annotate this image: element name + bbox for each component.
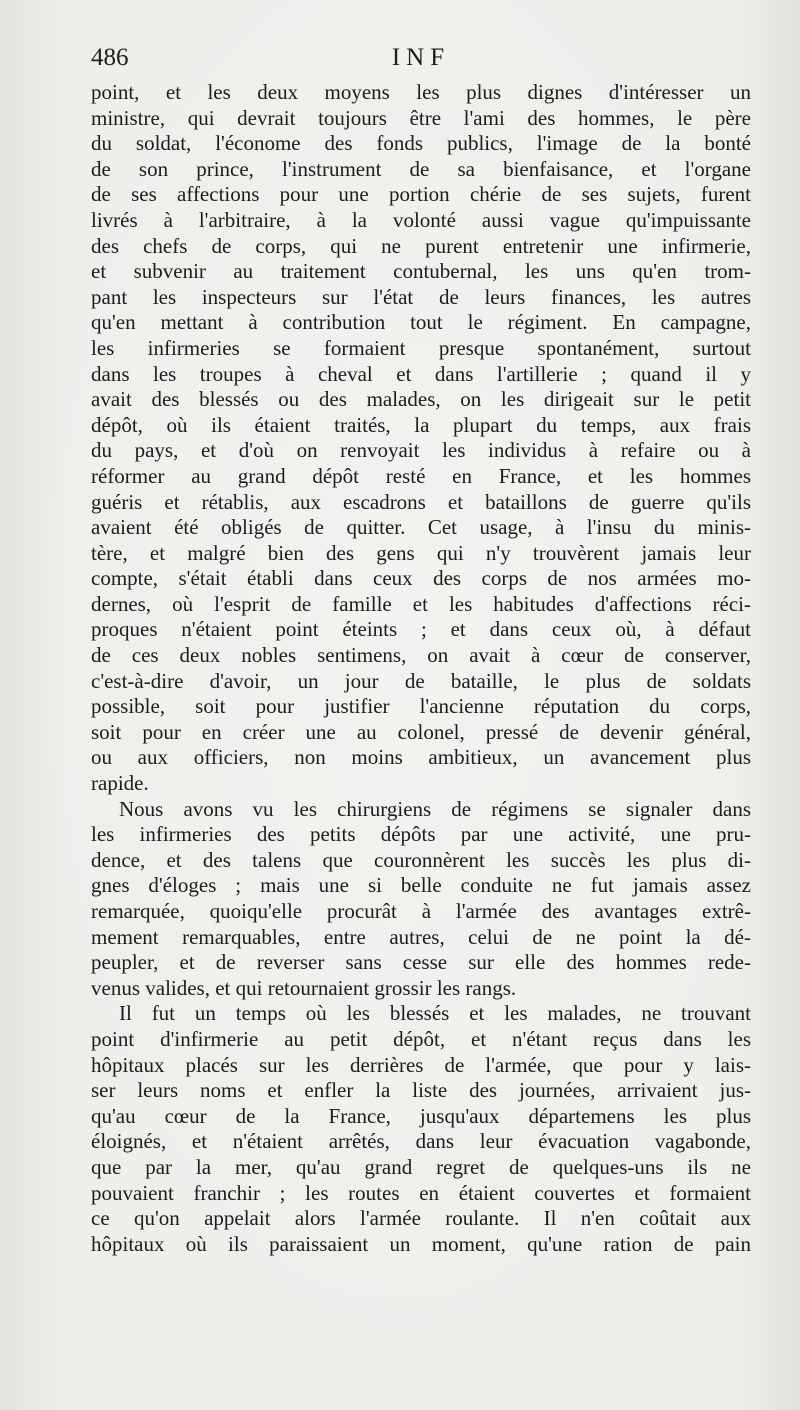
text-line: de ces deux nobles sentimens, on avait à cœur de conserver, bbox=[91, 643, 751, 668]
page-header bbox=[91, 44, 751, 78]
paragraph-end-line: venus valides, et qui retournaient grossir les rangs. bbox=[91, 975, 517, 1000]
text-line: tère, et malgré bien des gens qui n'y trouvèrent jamais leur bbox=[91, 540, 751, 565]
text-line: avait des blessés ou des malades, on les dirigeait sur le petit bbox=[91, 387, 751, 412]
text-line: point, et les deux moyens les plus dignes d'intéresser un bbox=[91, 80, 751, 104]
text-line: dernes, où l'esprit de famille et les habitudes d'affections réci- bbox=[91, 591, 751, 616]
paragraph-start-line: Nous avons vu les chirurgiens de régimens se signaler dans bbox=[119, 796, 751, 821]
text-line: dans les troupes à cheval et dans l'artillerie ; quand il y bbox=[91, 361, 751, 386]
text-line: peupler, et de reverser sans cesse sur elle des hommes rede- bbox=[91, 950, 751, 975]
text-line: ou aux officiers, non moins ambitieux, un avancement plus bbox=[91, 745, 751, 770]
text-line: guéris et rétablis, aux escadrons et bataillons de guerre qu'ils bbox=[91, 489, 751, 514]
text-line: avaient été obligés de quitter. Cet usage, à l'insu du minis- bbox=[91, 515, 751, 540]
text-line: compte, s'était établi dans ceux des corps de nos armées mo- bbox=[91, 566, 751, 591]
text-line: pouvaient franchir ; les routes en étaient couvertes et formaient bbox=[91, 1180, 751, 1205]
text-line: ce qu'on appelait alors l'armée roulante. Il n'en coûtait aux bbox=[91, 1206, 751, 1231]
text-line: soit pour en créer une au colonel, pressé de devenir général, bbox=[91, 719, 751, 744]
text-line: ministre, qui devrait toujours être l'ami des hommes, le père bbox=[91, 105, 751, 130]
text-line: les infirmeries des petits dépôts par une activité, une pru- bbox=[91, 822, 751, 847]
running-head: INF bbox=[391, 44, 451, 71]
text-line: remarquée, quoiqu'elle procurât à l'armée des avantages extrê- bbox=[91, 899, 751, 923]
text-line: hôpitaux où ils paraissaient un moment, qu'une ration de pain bbox=[91, 1231, 751, 1256]
text-line: pant les inspecteurs sur l'état de leurs finances, les autres bbox=[91, 284, 751, 309]
text-line: proques n'étaient point éteints ; et dans ceux où, à défaut bbox=[91, 617, 751, 642]
text-line: des chefs de corps, qui ne purent entretenir une infirmerie, bbox=[91, 233, 751, 258]
text-line: du soldat, l'économe des fonds publics, l'image de la bonté bbox=[91, 131, 751, 156]
text-line: éloignés, et n'étaient arrêtés, dans leur évacuation vagabonde, bbox=[91, 1129, 751, 1154]
text-line: point d'infirmerie au petit dépôt, et n'étant reçus dans les bbox=[91, 1026, 751, 1051]
text-line: que par la mer, qu'au grand regret de quelques-uns ils ne bbox=[91, 1154, 751, 1179]
text-line: livrés à l'arbitraire, à la volonté aussi vague qu'impuissante bbox=[91, 207, 751, 232]
body-text bbox=[91, 80, 751, 1257]
paragraph-start-line: Il fut un temps où les blessés et les malades, ne trouvant bbox=[119, 1001, 751, 1026]
page-number: 486 bbox=[91, 44, 129, 71]
text-line: gnes d'éloges ; mais une si belle conduite ne fut jamais assez bbox=[91, 873, 751, 898]
text-line: de son prince, l'instrument de sa bienfaisance, et l'organe bbox=[91, 156, 751, 181]
text-line: ser leurs noms et enfler la liste des journées, arrivaient jus- bbox=[91, 1078, 751, 1103]
text-line: possible, soit pour justifier l'ancienne réputation du corps, bbox=[91, 694, 751, 719]
text-line: qu'au cœur de la France, jusqu'aux départemens les plus bbox=[91, 1103, 751, 1128]
paragraph-end-line: rapide. bbox=[91, 771, 149, 796]
text-line: dence, et des talens que couronnèrent les succès les plus di- bbox=[91, 847, 751, 872]
text-line: hôpitaux placés sur les derrières de l'armée, que pour y lais- bbox=[91, 1052, 751, 1077]
text-line: réformer au grand dépôt resté en France, et les hommes bbox=[91, 463, 751, 488]
text-line: les infirmeries se formaient presque spontanément, surtout bbox=[91, 335, 751, 360]
text-line: mement remarquables, entre autres, celui de ne point la dé- bbox=[91, 924, 751, 949]
text-line: du pays, et d'où on renvoyait les individus à refaire ou à bbox=[91, 438, 751, 463]
text-line: et subvenir au traitement contubernal, les uns qu'en trom- bbox=[91, 259, 751, 284]
text-line: de ses affections pour une portion chérie de ses sujets, furent bbox=[91, 182, 751, 207]
text-line: c'est-à-dire d'avoir, un jour de bataille, le plus de soldats bbox=[91, 668, 751, 693]
text-line: qu'en mettant à contribution tout le régiment. En campagne, bbox=[91, 310, 751, 335]
text-line: dépôt, où ils étaient traités, la plupart du temps, aux frais bbox=[91, 412, 751, 437]
